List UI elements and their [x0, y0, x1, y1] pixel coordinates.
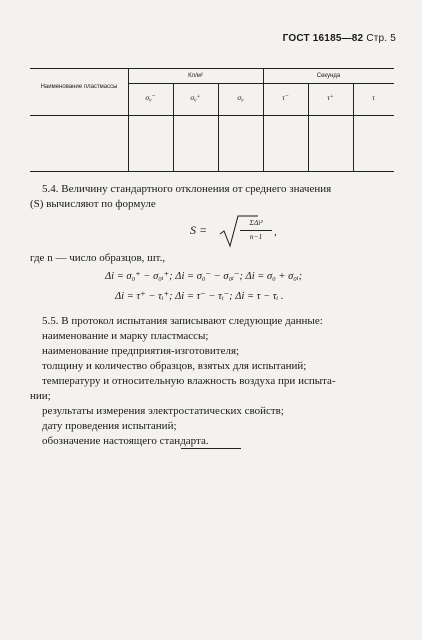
table-header-line	[30, 115, 394, 116]
section-5-5-line: результаты измерения электростатических свойств;	[42, 405, 284, 417]
gost-number: ГОСТ 16185—82	[282, 33, 364, 44]
section-5-5-line: наименование и марку пластмассы;	[42, 330, 209, 342]
group-header-time: Секунда	[316, 73, 341, 79]
col-header: τ⁻	[282, 93, 289, 102]
section-5-5-line: 5.5. В протокол испытания записывают следующие данные:	[42, 315, 323, 327]
table-subheader-line	[128, 83, 394, 84]
col-header: τ	[372, 93, 375, 102]
formula-numerator: ΣΔi²	[249, 218, 263, 227]
table-col-divider	[263, 69, 264, 171]
section-5-5-line: обозначение настоящего стандарта.	[42, 435, 209, 447]
section-5-5-line: дату проведения испытаний;	[42, 420, 177, 432]
formula-where: где n — число образцов, шт.,	[30, 252, 166, 264]
formula-denominator: n−1	[249, 232, 263, 241]
group-header-charge: Кл/м²	[188, 73, 203, 79]
section-5-5-line: температуру и относительную влажность воздуха при испыта-	[42, 375, 336, 387]
col-header: σ₀⁻	[145, 93, 156, 102]
end-rule	[181, 448, 241, 449]
section-5-5-line: нии;	[30, 390, 51, 402]
fraction-bar	[240, 230, 272, 231]
page-number: Стр. 5	[366, 33, 396, 44]
col-header: σ₀⁺	[190, 93, 201, 102]
section-5-5-line: толщину и количество образцов, взятых для испытаний;	[42, 360, 307, 372]
col-header: σ₀	[237, 93, 244, 102]
formula-lhs: S =	[190, 223, 208, 237]
table-col-divider	[128, 69, 129, 171]
results-table	[30, 68, 394, 172]
formula-eq1: Δi = σ₀⁺ − σ₀ᵢ⁺; Δi = σ₀⁻ − σ₀ᵢ⁻; Δi = σ₀ + σ₀ᵢ;	[105, 271, 303, 282]
page-header	[283, 33, 396, 44]
formula-tail: ,	[274, 226, 277, 238]
col-header: τ⁺	[327, 93, 334, 102]
section-5-4-line1: 5.4. Величину стандартного отклонения от среднего значения	[42, 183, 332, 195]
row-header-cell: Наименование пластмассы	[40, 84, 118, 90]
section-5-5-line: наименование предприятия-изготовителя;	[42, 345, 240, 357]
section-5-4-line2: (S) вычисляют по формуле	[30, 198, 156, 210]
formula-eq2: Δi = τ⁺ − τᵢ⁺; Δi = τ⁻ − τᵢ⁻; Δi = τ − τᵢ .	[115, 291, 284, 302]
